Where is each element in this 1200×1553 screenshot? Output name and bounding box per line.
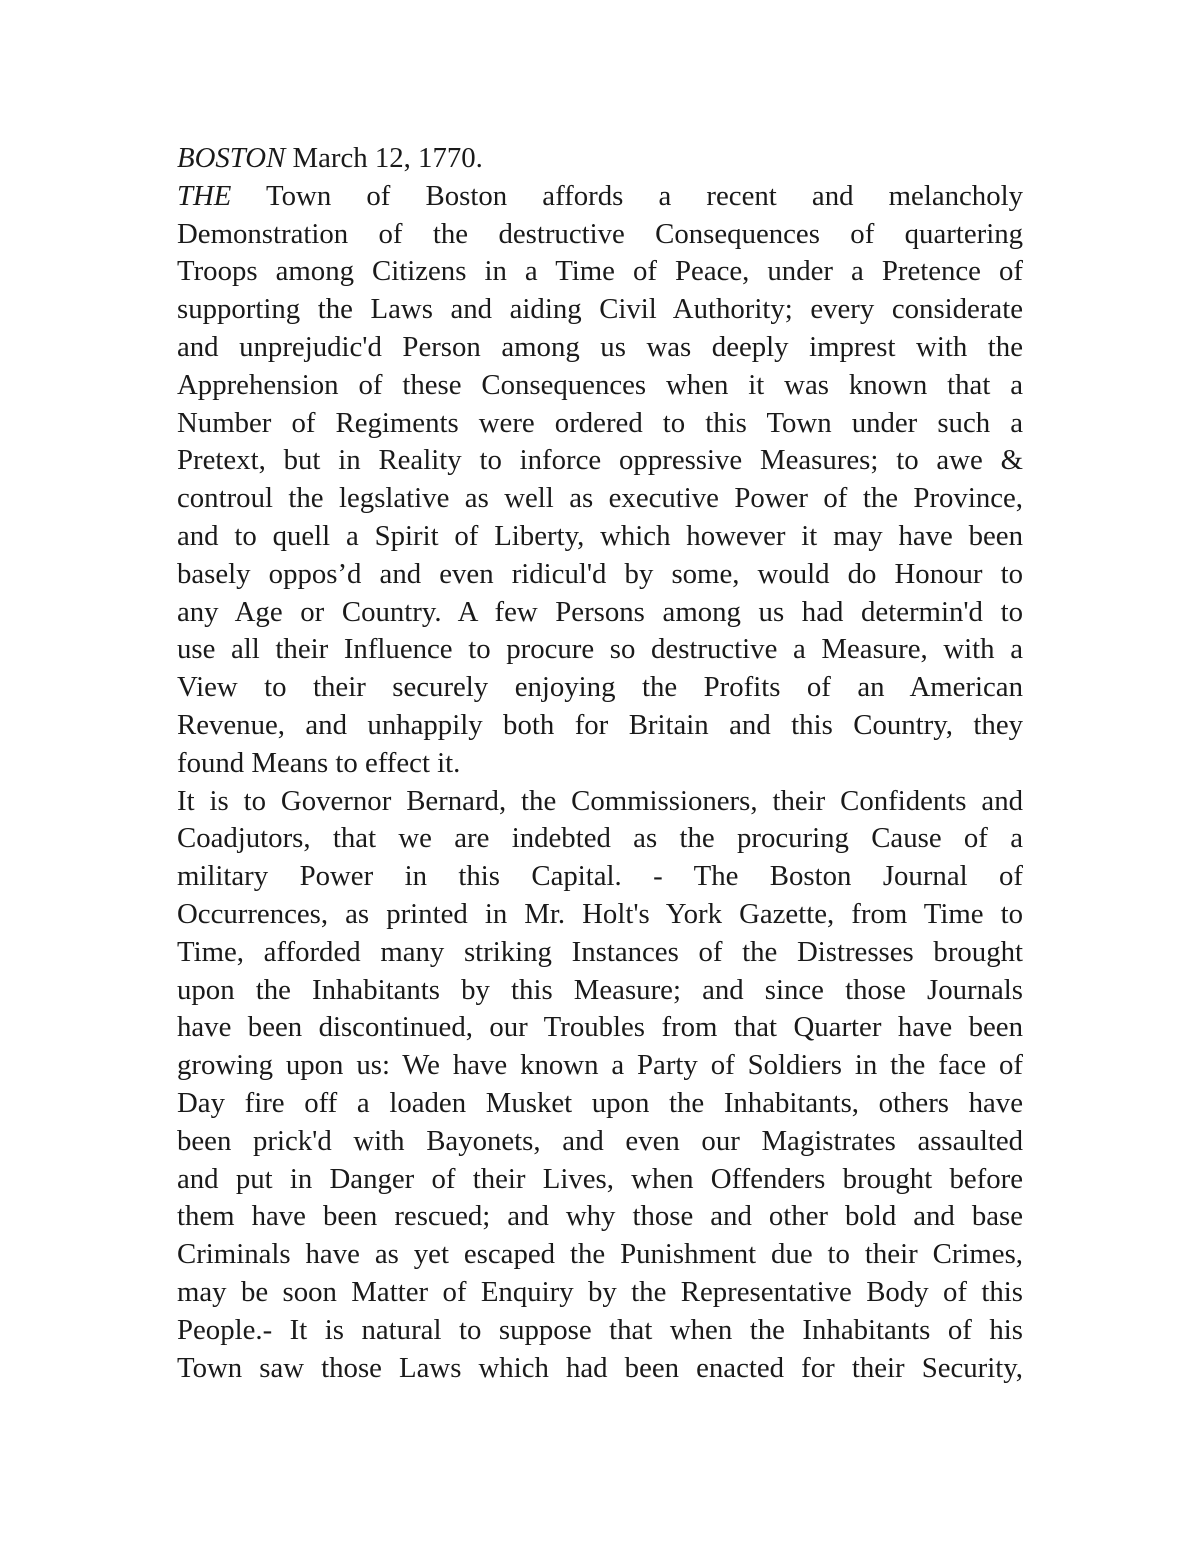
paragraph-2-line: Occurrences, as printed in Mr. Holt's York Gazette, from Time to <box>177 897 1023 930</box>
paragraph-2-line: Time, afforded many striking Instances of the Distresses brought <box>177 935 1023 968</box>
dateline-date: March 12, 1770. <box>285 142 483 174</box>
paragraph-2-line: growing upon us: We have known a Party of Soldiers in the face of <box>177 1049 1023 1082</box>
paragraph-1-line: Revenue, and unhappily both for Britain and this Country, they <box>177 708 1023 741</box>
paragraph-1-first-line-rest: Town of Boston affords a recent and melancholy <box>231 179 1023 212</box>
paragraph-2-line: People.- It is natural to suppose that when the Inhabitants of his <box>177 1313 1023 1346</box>
document-page <box>177 140 1023 1387</box>
paragraph-2-line: It is to Governor Bernard, the Commissioners, their Confidents and <box>177 784 1023 817</box>
paragraph-1-lead-word: THE <box>177 179 232 212</box>
paragraph-2-line: Coadjutors, that we are indebted as the procuring Cause of a <box>177 822 1023 855</box>
dateline <box>177 140 1023 178</box>
paragraph-2-line: been prick'd with Bayonets, and even our Magistrates assaulted <box>177 1124 1023 1157</box>
paragraph-1-line: use all their Influence to procure so destructive a Measure, with a <box>177 633 1023 666</box>
paragraph-1-line: controul the legslative as well as executive Power of the Province, <box>177 482 1023 515</box>
paragraph-2-line: Day fire off a loaden Musket upon the Inhabitants, others have <box>177 1086 1023 1119</box>
paragraph-2-line: and put in Danger of their Lives, when Offenders brought before <box>177 1162 1023 1195</box>
paragraph-2-line: military Power in this Capital. - The Boston Journal of <box>177 860 1023 893</box>
paragraph-1-line: and to quell a Spirit of Liberty, which however it may have been <box>177 519 1023 552</box>
paragraph-2 <box>177 783 1023 1388</box>
paragraph-1-line: any Age or Country. A few Persons among us had determin'd to <box>177 595 1023 628</box>
paragraph-1-line: Pretext, but in Reality to inforce oppressive Measures; to awe & <box>177 444 1023 477</box>
paragraph-1-line-1 <box>177 178 1023 216</box>
paragraph-1 <box>177 178 1023 783</box>
paragraph-2-line: upon the Inhabitants by this Measure; and since those Journals <box>177 973 1023 1006</box>
paragraph-2-line: Criminals have as yet escaped the Punishment due to their Crimes, <box>177 1238 1023 1271</box>
paragraph-1-last-line: found Means to effect it. <box>177 746 461 779</box>
paragraph-2-line: them have been rescued; and why those and other bold and base <box>177 1200 1023 1233</box>
paragraph-1-line: Demonstration of the destructive Consequences of quartering <box>177 217 1023 250</box>
paragraph-1-line: basely oppos’d and even ridicul'd by some, would do Honour to <box>177 557 1023 590</box>
paragraph-1-line: Number of Regiments were ordered to this Town under such a <box>177 406 1023 439</box>
paragraph-2-line: have been discontinued, our Troubles from that Quarter have been <box>177 1011 1023 1044</box>
paragraph-1-line: View to their securely enjoying the Profits of an American <box>177 671 1023 704</box>
paragraph-1-line: Troops among Citizens in a Time of Peace, under a Pretence of <box>177 255 1023 288</box>
paragraph-2-line: may be soon Matter of Enquiry by the Representative Body of this <box>177 1275 1023 1308</box>
paragraph-1-line: Apprehension of these Consequences when it was known that a <box>177 368 1023 401</box>
paragraph-2-line: Town saw those Laws which had been enacted for their Security, <box>177 1351 1023 1384</box>
paragraph-1-line: and unprejudic'd Person among us was deeply imprest with the <box>177 330 1023 363</box>
dateline-place: BOSTON <box>177 142 286 174</box>
paragraph-1-line: supporting the Laws and aiding Civil Authority; every considerate <box>177 293 1023 326</box>
